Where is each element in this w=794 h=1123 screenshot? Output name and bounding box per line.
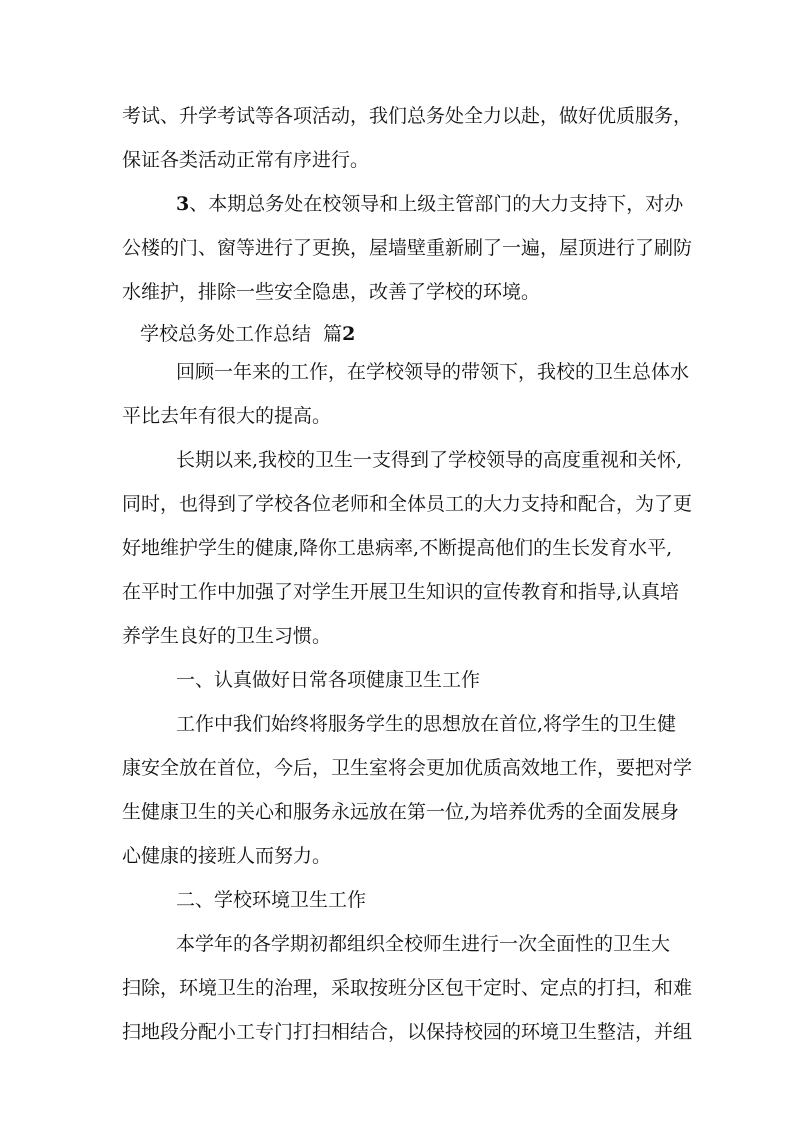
text-line: 回顾一年来的工作，在学校领导的带领下，我校的卫生总体水 bbox=[176, 361, 690, 383]
text-line: 工作中我们始终将服务学生的思想放在首位,将学生的卫生健 bbox=[176, 713, 677, 735]
text-line: 心健康的接班人而努力。 bbox=[122, 845, 332, 867]
text-line: 康安全放在首位，今后，卫生室将会更加优质高效地工作，要把对学 bbox=[122, 757, 693, 779]
item-text: 、本期总务处在校领导和上级主管部门的大力支持下，对办 bbox=[189, 193, 684, 215]
section-title bbox=[140, 322, 355, 346]
text-line: 扫地段分配小工专门打扫相结合，以保持校园的环境卫生整洁，并组 bbox=[122, 1021, 693, 1043]
item-number: 3 bbox=[176, 193, 190, 215]
text-line: 好地维护学生的健康,降你工患病率,不断提高他们的生长发育水平, bbox=[122, 537, 673, 559]
text-line: 养学生良好的卫生习惯。 bbox=[122, 625, 332, 647]
text-line: 同时，也得到了学校各位老师和全体员工的大力支持和配合，为了更 bbox=[122, 493, 693, 515]
text-line: 本学年的各学期初都组织全校师生进行一次全面性的卫生大 bbox=[176, 933, 671, 955]
heading-environment: 二、学校环境卫生工作 bbox=[176, 889, 367, 911]
text-line: 长期以来,我校的卫生一支得到了学校领导的高度重视和关怀, bbox=[176, 449, 683, 471]
section-part-number: 2 bbox=[342, 323, 356, 345]
text-line: 保证各类活动正常有序进行。 bbox=[122, 149, 370, 171]
text-line: 在平时工作中加强了对学生开展卫生知识的宣传教育和指导,认真培 bbox=[122, 581, 680, 603]
section-part-label: 篇 bbox=[323, 323, 343, 345]
section-title-text: 学校总务处工作总结 bbox=[140, 323, 312, 345]
text-line: 生健康卫生的关心和服务永远放在第一位,为培养优秀的全面发展身 bbox=[122, 801, 680, 823]
text-line: 扫除，环境卫生的治理，采取按班分区包干定时、定点的打扫，和难 bbox=[122, 977, 693, 999]
text-line: 公楼的门、窗等进行了更换，屋墙壁重新刷了一遍，屋顶进行了刷防 bbox=[122, 237, 693, 259]
numbered-item-line bbox=[176, 192, 683, 216]
text-line: 平比去年有很大的提高。 bbox=[122, 405, 332, 427]
text-line: 水维护，排除一些安全隐患，改善了学校的环境。 bbox=[122, 281, 541, 303]
heading-daily-health: 一、认真做好日常各项健康卫生工作 bbox=[176, 669, 481, 691]
text-line: 考试、升学考试等各项活动，我们总务处全力以赴，做好优质服务， bbox=[122, 105, 693, 127]
